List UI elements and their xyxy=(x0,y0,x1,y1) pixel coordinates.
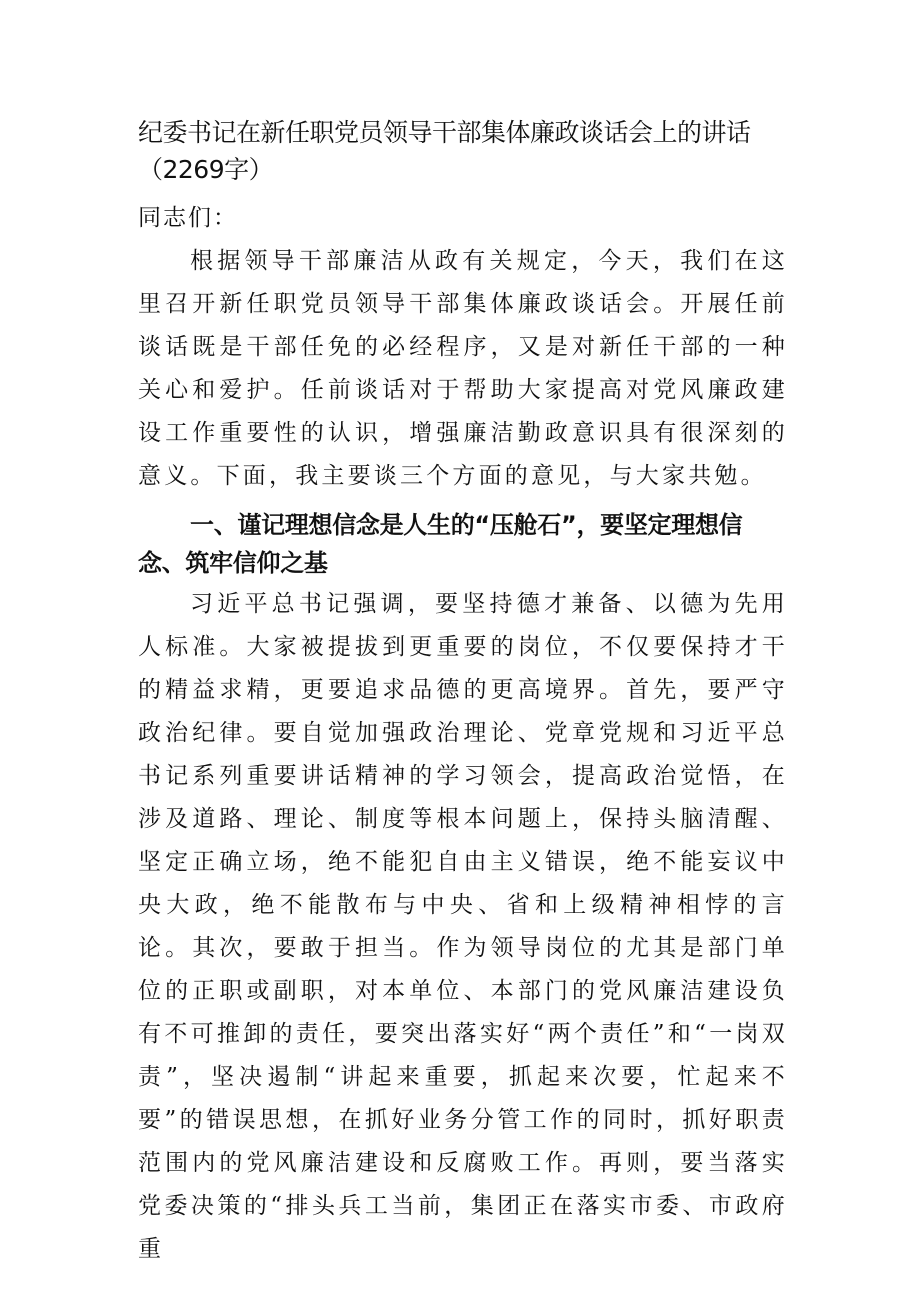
salutation: 同志们： xyxy=(138,205,238,231)
section-heading-1: 一、谨记理想信念是人生的“压舱石”，要坚定理想信念、筑牢信仰之基 xyxy=(138,511,743,577)
document-title: 纪委书记在新任职党员领导干部集体廉政谈话会上的讲话（2269字） xyxy=(138,118,751,184)
section-1-paragraph: 习近平总书记强调，要坚持德才兼备、以德为先用人标准。大家被提拔到更重要的岗位，不仅要保持才干的精益求精，更要追求品德的更高境界。首先，要严守政治纪律。要自觉加强政治理论、党章党规和习近平总书记系列重要讲话精神的学习领会，提高政治觉悟，在涉及道路、理论、制度等根本问题上，保持头脑清醒、坚定正确立场，绝不能犯自由主义错误，绝不能妄议中央大政，绝不能散布与中央、省和上级精神相悖的言论。其次，要敢于担当。作为领导岗位的尤其是部门单位的正职或副职，对本单位、本部门的党风廉洁建设负有不可推卸的责任，要突出落实好“两个责任”和“一岗双责”，坚决遏制“讲起来重要，抓起来次要，忙起来不要”的错误思想，在抓好业务分管工作的同时，抓好职责范围内的党风廉洁建设和反腐败工作。再则，要当落实党委决策的“排头兵工当前，集团正在落实市委、市政府重 xyxy=(138,591,788,1262)
intro-paragraph: 根据领导干部廉洁从政有关规定，今天，我们在这里召开新任职党员领导干部集体廉政谈话会。开展任前谈话既是干部任免的必经程序，又是对新任干部的一种关心和爱护。任前谈话对于帮助大家提高对党风廉政建设工作重要性的认识，增强廉洁勤政意识具有很深刻的意义。下面，我主要谈三个方面的意见，与大家共勉。 xyxy=(138,248,788,489)
